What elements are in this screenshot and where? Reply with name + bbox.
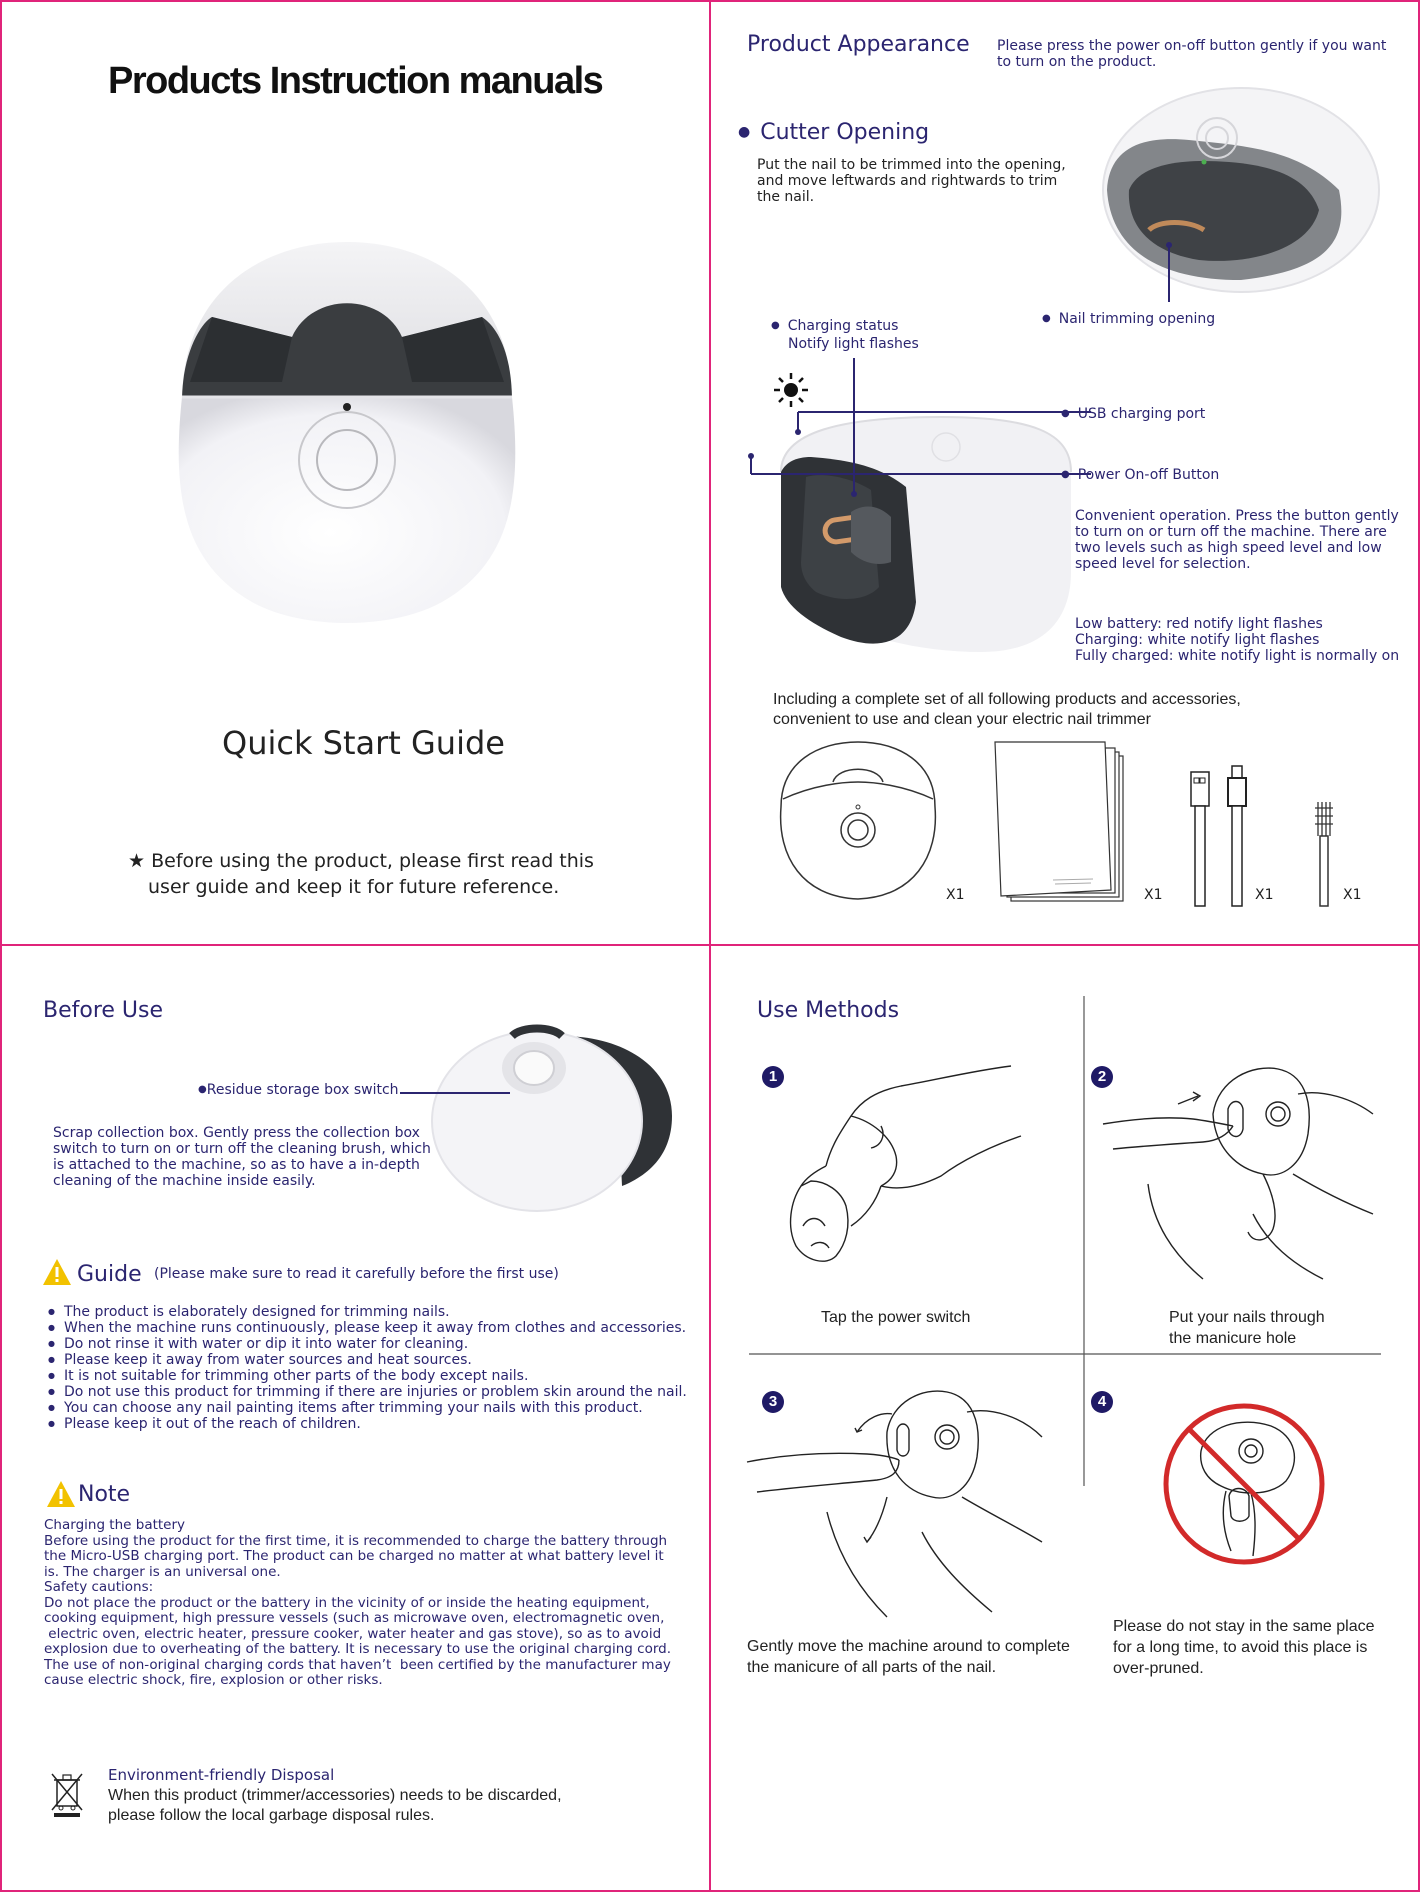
step-caption: Please do not stay in the same place for a long time, to avoid this place is over-pruned. <box>1113 1618 1375 1677</box>
list-item: ● Do not use this product for trimming if there are injuries or problem skin around the nail. <box>43 1384 687 1400</box>
step-number: 1 <box>762 1066 784 1088</box>
step-caption: Gently move the machine around to complete the manicure of all parts of the nail. <box>747 1638 1070 1676</box>
trimmer-front-illustration <box>142 232 572 662</box>
star-icon: ★ <box>128 850 146 872</box>
guide-note: (Please make sure to read it carefully before the first use) <box>154 1266 559 1282</box>
qty-cable: X1 <box>1255 887 1274 903</box>
trimmer-bottom-illustration <box>422 1016 682 1236</box>
power-button-label: ● Power On-off Button <box>1061 467 1219 485</box>
nail-trimming-opening-label: ● Nail trimming opening <box>1042 311 1215 329</box>
trimmer-outline-icon <box>773 737 943 907</box>
env-disposal-heading: Environment-friendly Disposal <box>108 1766 335 1784</box>
before-use-panel <box>0 944 711 1892</box>
hand-tap-illustration <box>781 1066 1021 1286</box>
use-methods-panel <box>709 944 1420 1892</box>
quick-start-title: Quick Start Guide <box>222 724 505 762</box>
section-heading: Product Appearance <box>747 32 970 57</box>
battery-status-text: Low battery: red notify light flashes Charging: white notify light flashes Fully charged: white notify light is normally on <box>1075 616 1400 664</box>
step-number: 2 <box>1091 1066 1113 1088</box>
list-item: ● Please keep it out of the reach of children. <box>43 1416 687 1432</box>
step-number: 3 <box>762 1391 784 1413</box>
qty-manual: X1 <box>1144 887 1163 903</box>
scrap-box-description: Scrap collection box. Gently press the collection box switch to turn on or turn off the cleaning brush, which is attached to the machine, so as to have a in-depth cleaning of the machine inside easily. <box>53 1125 431 1189</box>
trimmer-top-illustration <box>1099 80 1389 310</box>
manual-title: Products Instruction manuals <box>108 60 603 102</box>
section-heading: Before Use <box>43 998 164 1023</box>
convenient-operation-text: Convenient operation. Press the button gently to turn on or turn off the machine. There are two levels such as high speed level and low speed level for selection. <box>1075 508 1399 572</box>
step-caption: Put your nails through the manicure hole <box>1169 1309 1325 1347</box>
env-disposal-text: When this product (trimmer/accessories) needs to be discarded, please follow the local garbage disposal rules. <box>108 1787 562 1824</box>
cutter-description: Put the nail to be trimmed into the opening, and move leftwards and rightwards to trim the nail. <box>757 157 1066 205</box>
cutter-heading: ● Cutter Opening <box>738 120 930 145</box>
guide-heading: Guide <box>77 1262 142 1287</box>
note-heading: Note <box>78 1482 131 1507</box>
manual-booklet-icon <box>993 740 1133 910</box>
step-number: 4 <box>1091 1391 1113 1413</box>
list-item: ● You can choose any nail painting items after trimming your nails with this product. <box>43 1400 687 1416</box>
notice-line: Before using the product, please first read this <box>151 850 594 872</box>
usb-charging-port-label: ● USB charging port <box>1061 406 1205 424</box>
list-item: ● The product is elaborately designed for trimming nails. <box>43 1304 687 1320</box>
product-appearance-panel <box>709 0 1420 946</box>
note-text: Charging the battery Before using the product for the first time, it is recommended to charge the battery through the Micro-USB charging port. The product can be charged no matter at what battery level it is. The charger is an universal one. Safety cautions: Do not place the product or the battery in the vicinity of or inside the heating equipment, cooking equipment, high pressure vessels (such as microwave oven, electromagnetic oven, electric oven, electric heater, pressure cooker, water heater and gas stove), so as to avoid explosion due to overheating of the battery. It is necessary to use the original charging cord. The use of non-original charging cords that haven’t been certified by the manufacturer may cause electric shock, fire, explosion or other risks. <box>44 1517 672 1688</box>
switch-leader-line <box>400 1091 512 1095</box>
warning-icon <box>42 1258 72 1286</box>
read-first-notice <box>128 848 594 900</box>
qty-brush: X1 <box>1343 887 1362 903</box>
cleaning-brush-icon <box>1309 800 1339 910</box>
residue-switch-label: ●Residue storage box switch <box>198 1082 399 1098</box>
notice-line: user guide and keep it for future reference. <box>148 876 560 898</box>
prohibited-icon <box>1161 1401 1327 1567</box>
crossed-bin-icon <box>50 1772 84 1818</box>
package-contents-intro: Including a complete set of all following products and accessories, convenient to use and clean your electric nail trimmer <box>773 691 1241 728</box>
hand-move-machine-illustration <box>747 1382 1047 1622</box>
step-caption: Tap the power switch <box>821 1309 971 1326</box>
section-heading: Use Methods <box>757 998 900 1023</box>
usb-cable-icon <box>1186 764 1256 914</box>
charging-status-label: ● Charging status Notify light flashes <box>771 318 919 352</box>
warning-icon <box>46 1480 76 1508</box>
cover-panel <box>0 0 711 946</box>
list-item: ● Please keep it away from water sources and heat sources. <box>43 1352 687 1368</box>
hand-insert-nail-illustration <box>1103 1054 1383 1284</box>
qty-trimmer: X1 <box>946 887 965 903</box>
list-item: ● It is not suitable for trimming other parts of the body except nails. <box>43 1368 687 1384</box>
guide-list <box>43 1304 687 1432</box>
list-item: ● When the machine runs continuously, please keep it away from clothes and accessories. <box>43 1320 687 1336</box>
list-item: ● Do not rinse it with water or dip it into water for cleaning. <box>43 1336 687 1352</box>
power-hint: Please press the power on-off button gently if you want to turn on the product. <box>997 38 1387 70</box>
